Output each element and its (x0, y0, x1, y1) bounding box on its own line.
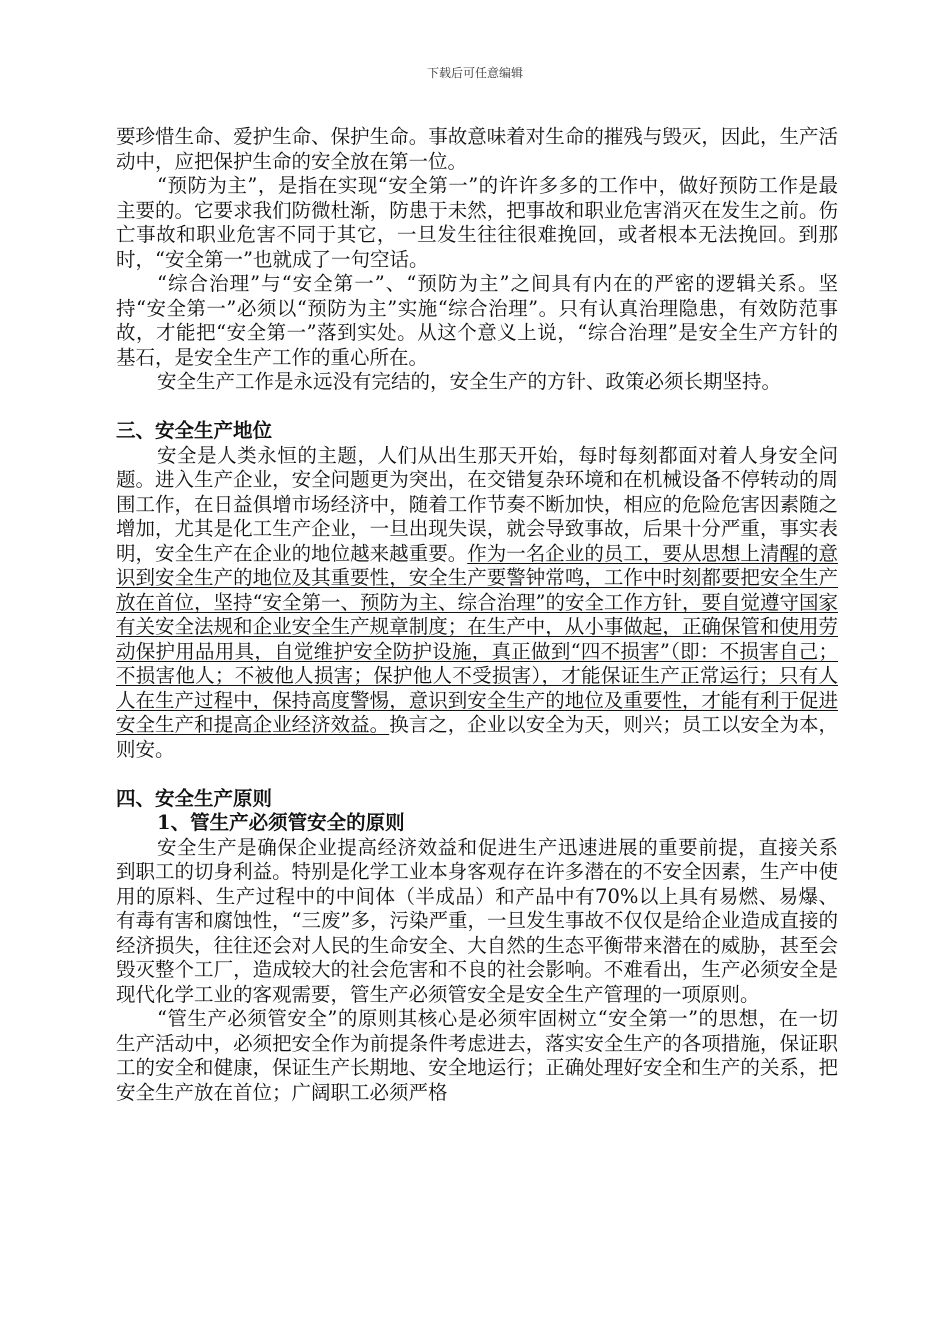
underlined-passage: 作为一名企业的员工，要从思想上清醒的意识到安全生产的地位及其重要性，安全生产要警钟常鸣，工作中时刻都要把安全生产放在首位，坚持“安全第一、预防为主、综合治理”的安全工作方针，要自觉遵守国家有关安全法规和企业安全生产规章制度；在生产中，从小事做起，正确保管和使用劳动保护用品用具，自觉维护安全防护设施，真正做到“四不损害”（即：不损害自己；不损害他人；不被他人损害；保护他人不受损害），才能保证生产正常运行；只有人人在生产过程中，保持高度警惕，意识到安全生产的地位及重要性，才能有利于促进安全生产和提高企业经济效益。 (116, 541, 838, 736)
spacer (116, 395, 838, 420)
section-heading-position: 三、安全生产地位 (116, 419, 273, 442)
document-body (116, 125, 838, 1105)
paragraph-production-safety: 安全生产是确保企业提高经济效益和促进生产迅速进展的重要前提，直接关系到职工的切身利益。特别是化学工业本身客观存在许多潜在的不安全因素，生产中使用的原料、生产过程中的中间体（半成品）和产品中有70%以上具有易燃、易爆、有毒有害和腐蚀性，“三废”多，污染严重，一旦发生事故不仅仅是给企业造成直接的经济损失，往往还会对人民的生命安全、大自然的生态平衡带来潜在的威胁，甚至会毁灭整个工厂，造成较大的社会危害和不良的社会影响。不难看出，生产必须安全是现代化学工业的客观需要，管生产必须管安全是安全生产管理的一项原则。 (116, 835, 838, 1006)
section-heading-principles: 四、安全生产原则 (116, 786, 273, 810)
paragraph-life: 要珍惜生命、爱护生命、保护生命。事故意味着对生命的摧残与毁灭，因此，生产活动中，应把保护生命的安全放在第一位。 (116, 125, 838, 173)
paragraph-comprehensive-governance: “综合治理”与“安全第一”、“预防为主”之间具有内在的严密的逻辑关系。坚持“安全第一”必须以“预防为主”实施“综合治理”。只有认真治理隐患，有效防范事故，才能把“安全第一”落到实处。从这个意义上说，“综合治理”是安全生产方针的基石，是安全生产工作的重心所在。 (116, 272, 838, 369)
paragraph-prevention: “预防为主”，是指在实现“安全第一”的许许多多的工作中，做好预防工作是最主要的。它要求我们防微杜渐，防患于未然，把事故和职业危害消灭在发生之前。伤亡事故和职业危害不同于其它，一旦发生往往很难挽回，或者根本无法挽回。到那时，“安全第一”也就成了一句空话。 (116, 174, 838, 271)
page-header-watermark: 下载后可任意编辑 (426, 66, 523, 80)
paragraph-safety-position (116, 444, 838, 763)
paragraph-principle-core: “管生产必须管安全”的原则其核心是必须牢固树立“安全第一”的思想，在一切生产活动中，必须把安全作为前提条件考虑进去，落实安全生产的各项措施，保证职工的安全和健康，保证生产长期地、安全地运行；正确处理好安全和生产的关系，把安全生产放在首位；广阔职工必须严格 (116, 1007, 838, 1104)
paragraph-long-term: 安全生产工作是永远没有完结的，安全生产的方针、政策必须长期坚持。 (157, 370, 782, 393)
spacer (116, 762, 838, 787)
subsection-heading-manage-production: 1、管生产必须管安全的原则 (157, 811, 405, 834)
paragraph-safety-position-intro: 安全是人类永恒的主题，人们从出生那天开始，每时每刻都面对着人身安全问题。进入生产企业，安全问题更为突出，在交错复杂环境和在机械设备不停转动的周围工作，在日益俱增市场经济中，随着工作节奏不断加快，相应的危险危害因素随之增加，尤其是化工生产企业，一旦出现失误，就会导致事故，后果十分严重，事实表明，安全生产在企业的地位越来越重要。 (116, 443, 838, 565)
paragraph-safety-position-closing: 换言之，企业以安全为天，则兴；员工以安全为本，则安。 (116, 713, 838, 761)
